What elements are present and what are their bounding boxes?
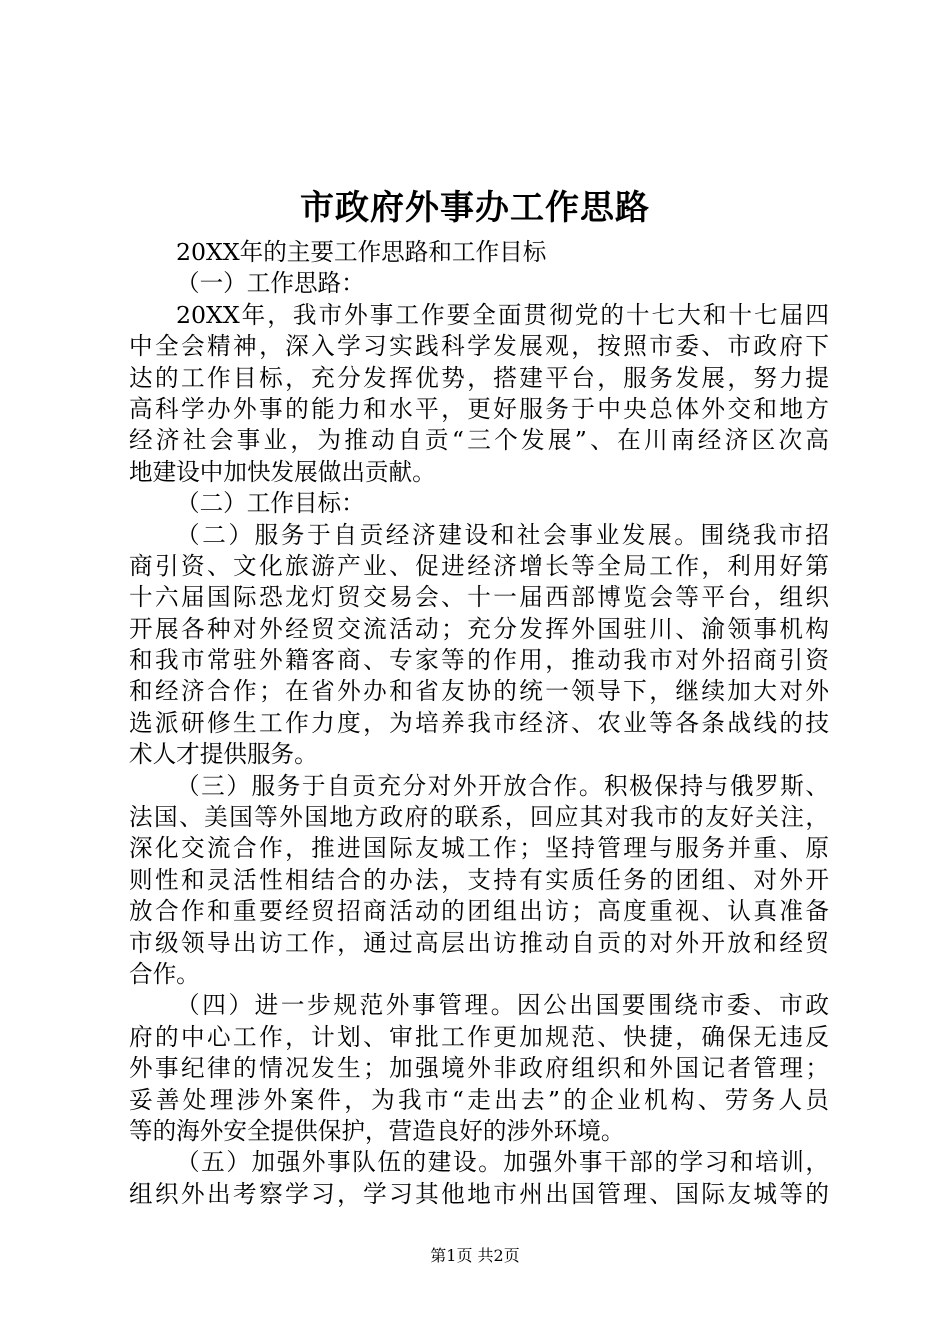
text-line: 十六届国际恐龙灯贸交易会、十一届西部博览会等平台，组织 — [129, 583, 829, 612]
text-line: 外事纪律的情况发生；加强境外非政府组织和外国记者管理； — [129, 1054, 829, 1083]
text-line: 妥善处理涉外案件，为我市“走出去”的企业机构、劳务人员 — [129, 1085, 829, 1114]
text-line: 达的工作目标，充分发挥优势，搭建平台，服务发展，努力提 — [129, 363, 829, 392]
text-line: 选派研修生工作力度，为培养我市经济、农业等各条战线的技 — [129, 708, 829, 737]
text-line: （四）进一步规范外事管理。因公出国要围绕市委、市政 — [176, 991, 829, 1020]
page-footer: 第1页 共2页 — [430, 1246, 520, 1265]
text-line: 府的中心工作，计划、审批工作更加规范、快捷，确保无违反 — [129, 1022, 829, 1051]
text-line: 放合作和重要经贸招商活动的团组出访；高度重视、认真准备 — [129, 897, 829, 926]
text-line: 高科学办外事的能力和水平，更好服务于中央总体外交和地方 — [129, 394, 829, 423]
text-line: 商引资、文化旅游产业、促进经济增长等全局工作，利用好第 — [129, 551, 829, 580]
text-line: 开展各种对外经贸交流活动；充分发挥外国驻川、渝领事机构 — [129, 614, 829, 643]
text-line: 深化交流合作，推进国际友城工作；坚持管理与服务并重、原 — [129, 834, 829, 863]
text-line: 经济社会事业，为推动自贡“三个发展”、在川南经济区次高 — [129, 426, 829, 455]
text-line: 合作。 — [129, 959, 200, 988]
text-line: 20XX年，我市外事工作要全面贯彻党的十七大和十七届四 — [176, 300, 829, 329]
text-line: 等的海外安全提供保护，营造良好的涉外环境。 — [129, 1116, 625, 1145]
text-line: 组织外出考察学习，学习其他地市州出国管理、国际友城等的 — [129, 1179, 829, 1208]
text-line: 术人才提供服务。 — [129, 740, 318, 769]
text-line: （五）加强外事队伍的建设。加强外事干部的学习和培训， — [176, 1148, 829, 1177]
text-line: 和我市常驻外籍客商、专家等的作用，推动我市对外招商引资 — [129, 646, 829, 675]
text-line: 则性和灵活性相结合的办法，支持有实质任务的团组、对外开 — [129, 865, 829, 894]
document-body — [129, 237, 829, 1210]
text-line: 法国、美国等外国地方政府的联系，回应其对我市的友好关注， — [129, 803, 829, 832]
text-line: （三）服务于自贡充分对外开放合作。积极保持与俄罗斯、 — [176, 771, 829, 800]
text-line: 20XX年的主要工作思路和工作目标 — [176, 238, 547, 266]
text-line: （二）服务于自贡经济建设和社会事业发展。围绕我市招 — [176, 520, 829, 549]
text-line: 中全会精神，深入学习实践科学发展观，按照市委、市政府下 — [129, 332, 829, 361]
text-line: （一）工作思路： — [176, 269, 365, 298]
text-line: 和经济合作；在省外办和省友协的统一领导下，继续加大对外 — [129, 677, 829, 706]
document-title: 市政府外事办工作思路 — [300, 188, 650, 228]
text-line: （二）工作目标： — [176, 489, 365, 518]
text-line: 市级领导出访工作，通过高层出访推动自贡的对外开放和经贸 — [129, 928, 829, 957]
text-line: 地建设中加快发展做出贡献。 — [129, 457, 436, 486]
